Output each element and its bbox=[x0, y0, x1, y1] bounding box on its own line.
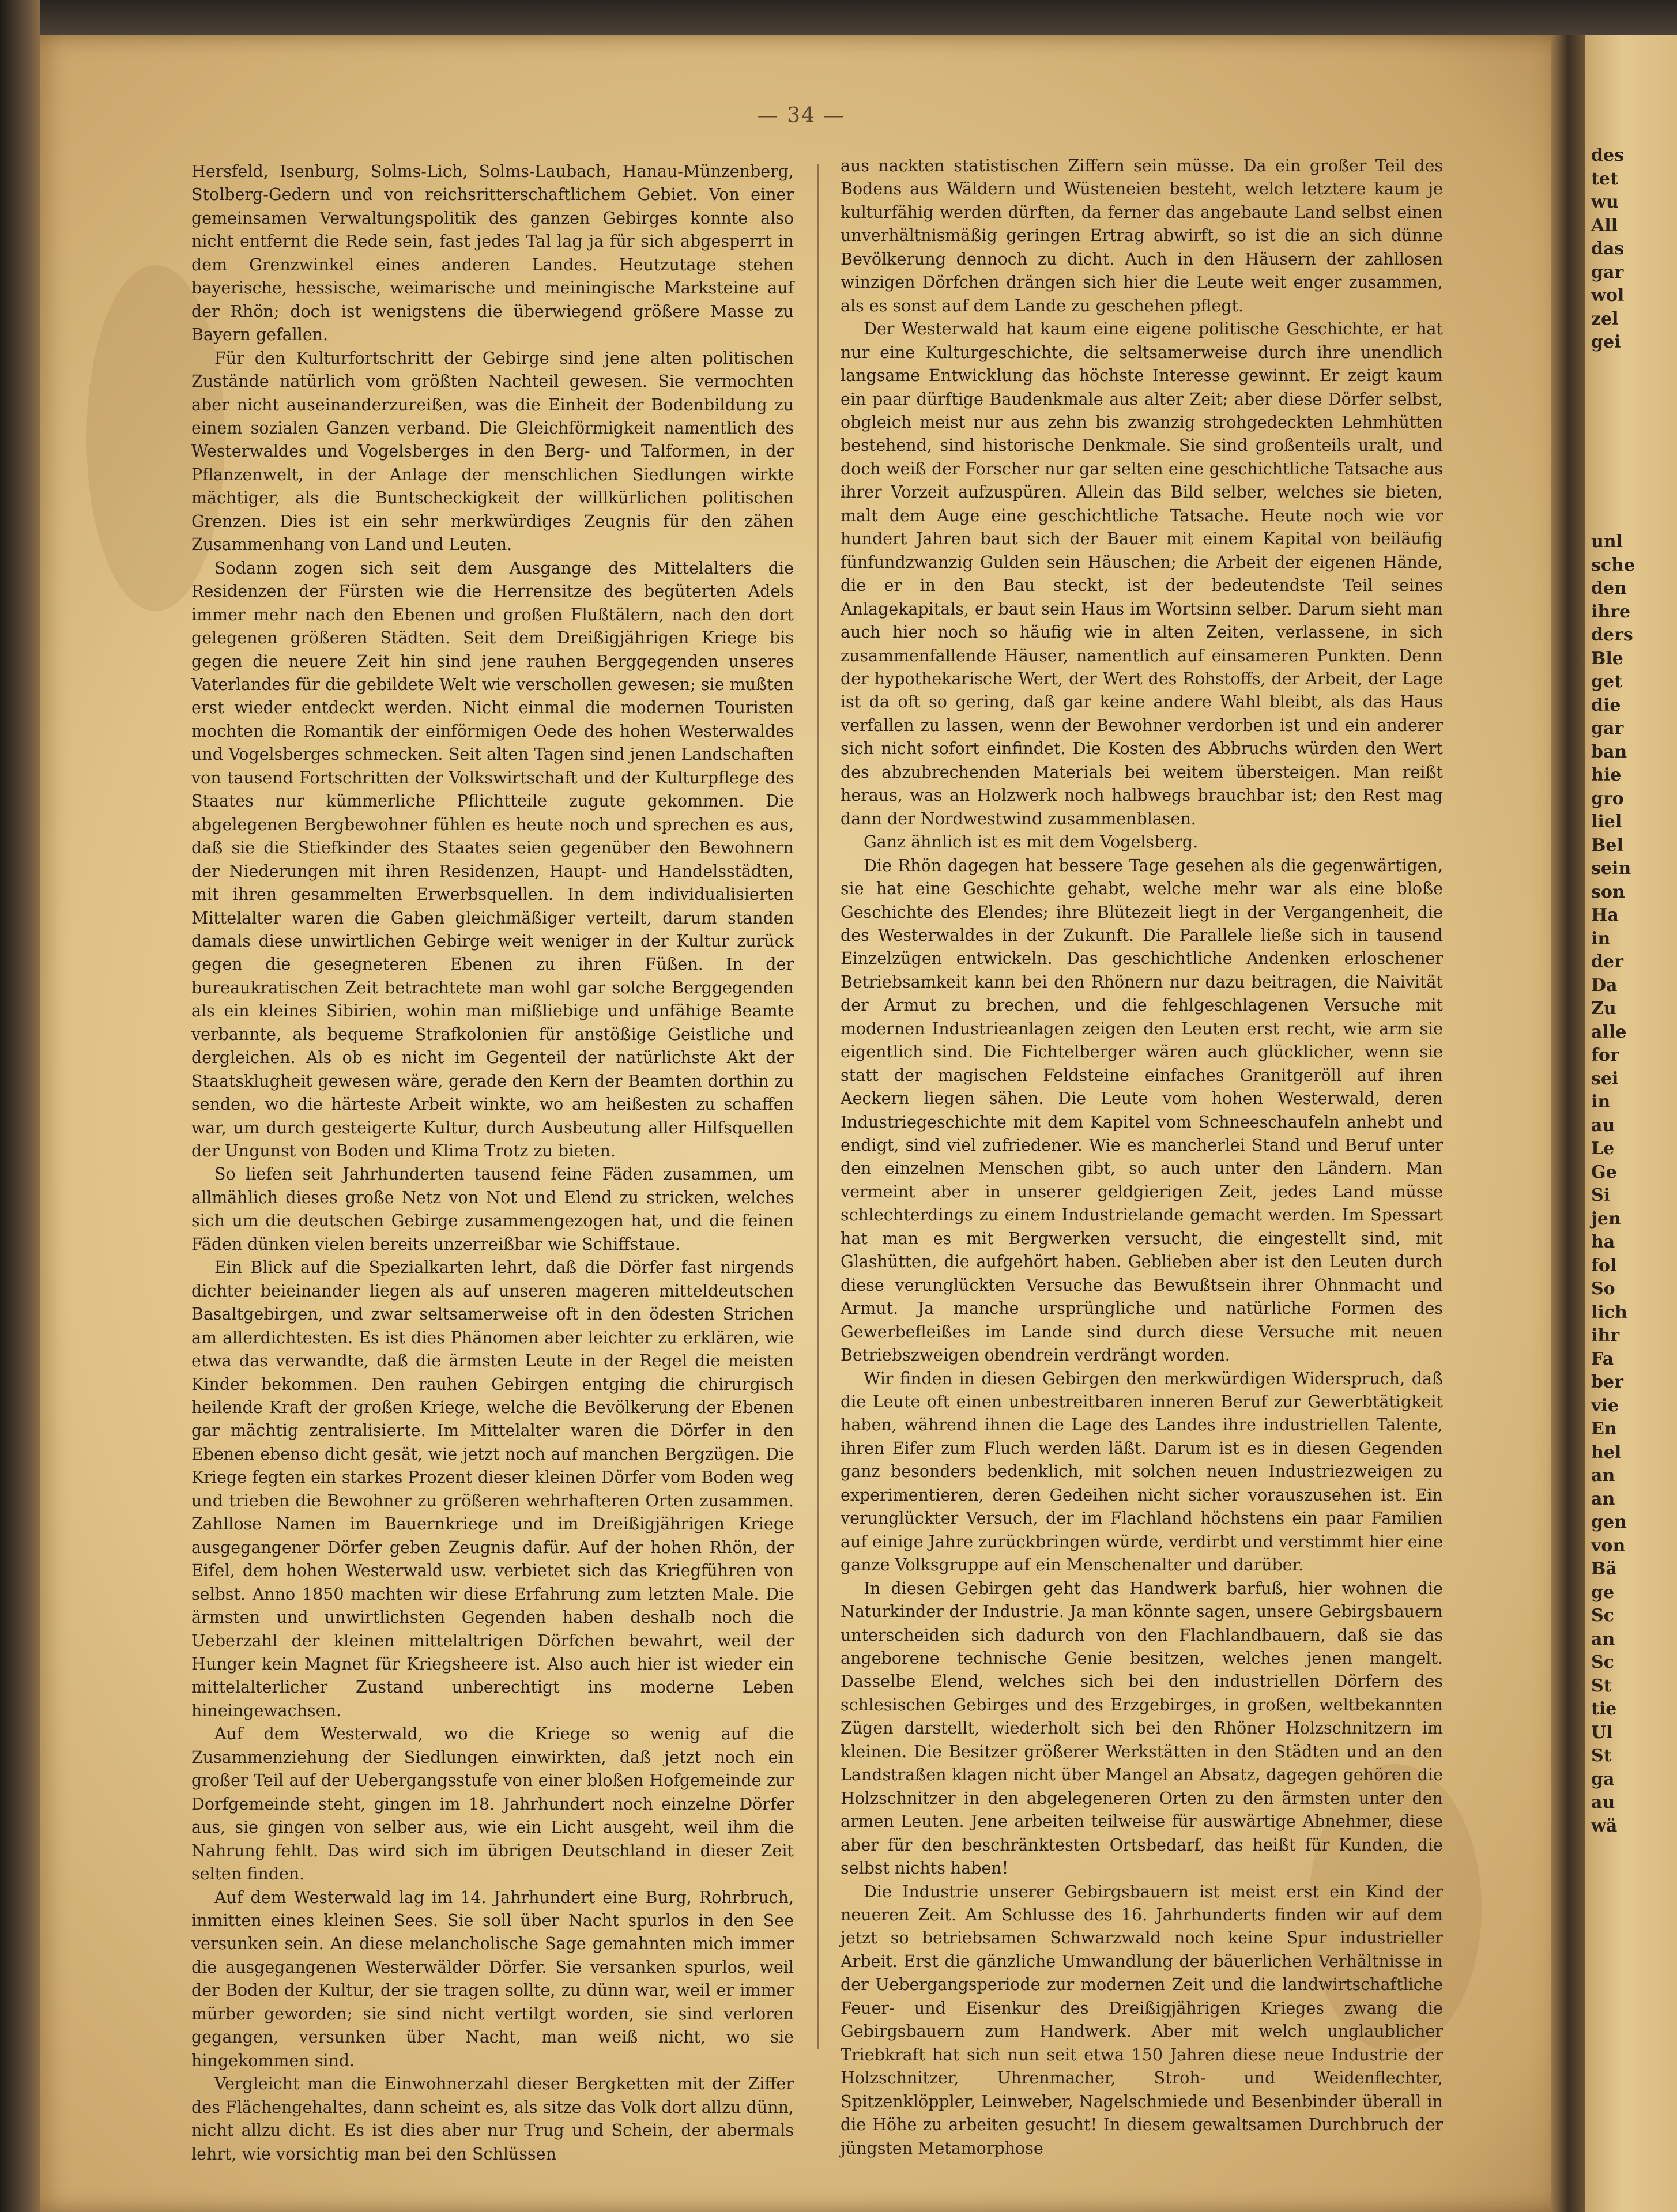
fragment-line: ban bbox=[1591, 741, 1627, 762]
fragment-line: Da bbox=[1591, 975, 1618, 996]
fragment-line: wol bbox=[1591, 285, 1625, 306]
fragment-line: Fa bbox=[1591, 1348, 1614, 1369]
fragment-line: So bbox=[1591, 1279, 1615, 1299]
fragment-line: au bbox=[1591, 1792, 1615, 1812]
fragment-line: gen bbox=[1591, 1512, 1627, 1532]
fragment-line: Sc bbox=[1591, 1606, 1614, 1626]
fragment-line: get bbox=[1591, 672, 1622, 692]
facing-page-fragment bbox=[1591, 530, 1677, 1838]
top-shadow bbox=[0, 0, 1677, 35]
paragraph: aus nackten statistischen Ziffern sein müsse. Da ein großer Teil des Bodens aus Wäldern und Wüsteneien besteht, welch letztere kaum je kulturfähig werden dürften, da ferner das angebaute Land selbst einen unverhältnismäßig geringen Ertrag abwirft, so ist die an sich dünne Bevölkerung dennoch zu dicht. Auch in den Häusern der zahllosen winzigen Dörfchen drängen sich hier die Leute weit enger zusammen, als es sonst auf dem Lande zu geschehen pflegt. bbox=[841, 156, 1443, 315]
fragment-line: Sc bbox=[1591, 1652, 1614, 1672]
paragraph: Ganz ähnlich ist es mit dem Vogelsberg. bbox=[864, 832, 1199, 852]
paragraph: Der Westerwald hat kaum eine eigene politische Geschichte, er hat nur eine Kulturgeschichte, die seltsamerweise durch ihre unendlich langsame Entwicklung das höchste Interesse gewinnt. Er zeigt kaum ein paar dürftige Baudenkmale aus alter Zeit; aber diese Dörfer selbst, obgleich meist nur aus zehn bis zwanzig strohgedeckten Lehmhütten bestehend, sind historische Denkmale. Sie sind großenteils uralt, und doch weiß der Forscher nur gar selten eine geschichtliche Tatsache aus ihrer Vorzeit aufzuspüren. Allein das Bild selber, welches sie bieten, malt dem Auge eine geschichtliche Tatsache. Heute noch wie vor hundert Jahren baut sich der Bauer mit einem Kapital von beiläufig fünfundzwanzig Gulden sein Häuschen; die Arbeit der eigenen Hände, die er in den Bau steckt, ist der bedeutendste Teil seines Anlagekapitals, er baut sein Haus im Wortsinn selber. Darum sieht man auch hier noch so häufig wie in alten Zeiten, verlassene, in sich zusammenfallende Häuser, namentlich auf einsameren Punkten. Denn der hypothekarische Wert, der Wert des Rohstoffs, der Arbeit, der Lage ist da oft so gering, daß gar keine andere Wahl bleibt, als das Haus verfallen zu lassen, wenn der Bewohner verdorben ist und ein anderer sich nicht sofort einfindet. Die Kosten des Abbruchs würden den Wert des abzubrechenden Materials bei weitem übersteigen. Man reißt heraus, was an Holzwerk noch halbwegs brauchbar ist; den Rest mag dann der Nordwestwind zusammenblasen. bbox=[841, 319, 1443, 828]
fragment-line: hie bbox=[1591, 765, 1622, 785]
fragment-line: ga bbox=[1591, 1769, 1615, 1789]
fragment-line: alle bbox=[1591, 1022, 1627, 1042]
fragment-line: wä bbox=[1591, 1815, 1618, 1836]
fragment-line: ha bbox=[1591, 1232, 1615, 1252]
fragment-line: gei bbox=[1591, 332, 1621, 352]
fragment-line: Ge bbox=[1591, 1162, 1617, 1182]
fragment-line: von bbox=[1591, 1535, 1626, 1556]
fragment-line: ihre bbox=[1591, 601, 1631, 622]
paragraph: Sodann zogen sich seit dem Ausgange des Mittelalters die Residenzen der Fürsten wie die Herrensitze des begüterten Adels immer mehr nach den Ebenen und großen Flußtälern, nach den dort gelegenen größeren Städten. Seit dem Dreißigjährigen Kriege bis gegen die neuere Zeit hin sind jene rauhen Berggegenden unseres Vaterlandes für die gebildete Welt wie verschollen gewesen; sie mußten erst wieder entdeckt werden. Nicht einmal die modernen Touristen mochten die Romantik der einförmigen Oede des hohen Westerwaldes und Vogelsberges schmecken. Seit alten Tagen sind jenen Landschaften von tausend Fortschritten der Volkswirtschaft und der Kulturpflege des Staates nur kümmerliche Pflichtteile zugute gekommen. Die abgelegenen Bergbewohner fühlen es heute noch und sprechen es aus, daß sie die Stiefkinder des Staates seien gegenüber den Bewohnern der Niederungen mit ihren Residenzen, Haupt- und Handelsstädten, mit ihren gesammelten Erwerbsquellen. In dem individualisierten Mittelalter waren die Gaben gleichmäßiger verteilt, darum standen damals diese unwirtlichen Gebirge weit weniger in der Kultur zurück gegen die gesegneteren Ebenen zu ihren Füßen. In der bureaukratischen Zeit betrachtete man wohl gar solche Berggegenden als ein kleines Sibirien, wohin man mißliebige und unfähige Beamte verbannte, als bequeme Strafkolonien für anstößige Geistliche und dergleichen. Als ob es nicht im Gegenteil der natürlichste Akt der Staatsklugheit gewesen wäre, gerade den Kern der Beamten dorthin zu senden, wo die härteste Arbeit winkte, wo am heißesten zu schaffen war, um durch gesteigerte Kultur, durch Ausbeutung aller Hilfsquellen der Ungunst von Boden und Klima Trotz zu bieten. bbox=[191, 558, 794, 1161]
fragment-line: Bä bbox=[1591, 1559, 1617, 1579]
fragment-line: Bel bbox=[1591, 835, 1623, 856]
fragment-line: sche bbox=[1591, 555, 1635, 575]
fragment-line: St bbox=[1591, 1675, 1612, 1696]
paragraph: In diesen Gebirgen geht das Handwerk barfuß, hier wohnen die Naturkinder der Industrie. Ja man könnte sagen, unsere Gebirgsbauern unterscheiden sich dadurch von den Flachlandbauern, daß sie das angeborene technische Genie besitzen, welches jenen mangelt. Dasselbe Elend, welches sich bei den industriellen Dörfern des schlesischen Gebirges und des Erzgebirges, in großen, weltbekannten Zügen darstellt, wiederholt sich bei den Rhöner Holzschnitzern im kleinen. Die Besitzer größerer Werkstätten in den Städten und an den Landstraßen klagen nicht über Mangel an Absatz, dagegen gehören die Holzschnitzer in den abgelegeneren Orten zu den ärmsten unter den armen Leuten. Jene arbeiten teilweise für auswärtige Abnehmer, diese aber für den beschränktesten Ortsbedarf, das heißt für Kunden, die selbst nichts haben! bbox=[841, 1578, 1443, 1878]
fragment-line: in bbox=[1591, 1092, 1611, 1112]
fragment-line: hel bbox=[1591, 1442, 1622, 1463]
facing-page-edge bbox=[1585, 35, 1677, 2212]
fragment-line: for bbox=[1591, 1045, 1619, 1065]
fragment-line: zel bbox=[1591, 308, 1619, 329]
fragment-line: En bbox=[1591, 1419, 1617, 1439]
paragraph: Auf dem Westerwald, wo die Kriege so wenig auf die Zusammenziehung der Siedlungen einwirkten, daß jetzt noch ein großer Teil auf der Uebergangsstufe von einer bloßen Hofgemeinde zur Dorfgemeinde steht, gingen im 18. Jahrhundert noch einzelne Dörfer aus, sie gingen von selber aus, wie ein Licht ausgeht, weil ihm die Nahrung fehlt. Das wird sich im übrigen Deutschland in dieser Zeit selten finden. bbox=[191, 1724, 794, 1884]
fragment-line: an bbox=[1591, 1465, 1615, 1486]
paragraph: Für den Kulturfortschritt der Gebirge sind jene alten politischen Zustände natürlich vom größten Nachteil gewesen. Sie vermochten aber nicht auseinanderzureißen, was die Einheit der Bodenbildung zu einem sozialen Ganzen verband. Die Gleichförmigkeit namentlich des Westerwaldes und Vogelsberges in den Berg- und Talformen, in der Pflanzenwelt, in der Anlage der menschlichen Siedlungen wirkte mächtiger, als die Buntscheckigkeit der willkürlichen politischen Grenzen. Dies ist ein sehr merkwürdiges Zeugnis für den zähen Zusammenhang von Land und Leuten. bbox=[191, 348, 794, 555]
fragment-line: die bbox=[1591, 695, 1621, 715]
column-divider bbox=[817, 164, 819, 2049]
fragment-line: ber bbox=[1591, 1372, 1623, 1392]
book-gutter bbox=[1551, 35, 1585, 2212]
fragment-line: des bbox=[1591, 145, 1624, 165]
fragment-line: vie bbox=[1591, 1395, 1619, 1416]
fragment-line: tie bbox=[1591, 1699, 1617, 1719]
fragment-line: unl bbox=[1591, 532, 1623, 552]
fragment-line: Zu bbox=[1591, 998, 1616, 1019]
fragment-line: ge bbox=[1591, 1582, 1615, 1603]
paragraph: Auf dem Westerwald lag im 14. Jahrhundert eine Burg, Rohrbruch, inmitten eines kleinen Sees. Sie soll über Nacht spurlos in den See versunken sein. An diese melancholische Sage gemahnten mich immer die ausgegangenen Westerwälder Dörfer. Sie versanken spurlos, weil der Boden der Kultur, der sie tragen sollte, zu dünn war, weil er immer mürber geworden; sie sind nicht vertilgt worden, sie sind verloren gegangen, versunken über Nacht, man weiß nicht, wo sie hingekommen sind. bbox=[191, 1887, 794, 2070]
fragment-line: au bbox=[1591, 1115, 1615, 1136]
paragraph: Vergleicht man die Einwohnerzahl dieser Bergketten mit der Ziffer des Flächengehaltes, dann scheint es, als sitze das Volk dort allzu dünn, nicht allzu dicht. Es ist dies aber nur Trug und Schein, der abermals lehrt, wie vorsichtig man bei den Schlüssen bbox=[191, 2074, 794, 2164]
fragment-line: an bbox=[1591, 1489, 1615, 1509]
fragment-line: St bbox=[1591, 1746, 1612, 1766]
fragment-line: der bbox=[1591, 952, 1623, 972]
fragment-line: gar bbox=[1591, 262, 1624, 282]
fragment-line: Ble bbox=[1591, 648, 1623, 669]
facing-page-fragment bbox=[1591, 144, 1677, 355]
fragment-line: das bbox=[1591, 239, 1625, 259]
right-text-column bbox=[841, 154, 1443, 2160]
paragraph: Die Industrie unserer Gebirgsbauern ist meist erst ein Kind der neueren Zeit. Am Schlusse des 16. Jahrhunderts finden wir auf dem jetzt so betriebsamen Schwarzwald noch keine Spur industrieller Arbeit. Erst die gänzliche Umwandlung der bäuerlichen Verhältnisse in der Uebergangsperiode zur modernen Zeit und die landwirtschaftliche Feuer- und Eisenkur des Dreißigjährigen Krieges zwang die Gebirgsbauern zum Handwerk. Aber mit welch unglaublicher Triebkraft hat sich nun seit etwa 150 Jahren diese neue Industrie der Holzschnitzer, Uhrenmacher, Stroh- und Weidenflechter, Spitzenklöppler, Leinweber, Nagelschmiede und Besenbinder überall in die Höhe zu arbeiten gesucht! In diesem gewaltsamen Durchbruch der jüngsten Metamorphose bbox=[841, 1882, 1443, 2158]
fragment-line: jen bbox=[1591, 1208, 1621, 1229]
book-spine bbox=[0, 0, 40, 2212]
fragment-line: in bbox=[1591, 928, 1611, 949]
fragment-line: tet bbox=[1591, 168, 1618, 189]
fragment-line: sei bbox=[1591, 1068, 1619, 1089]
fragment-line: gro bbox=[1591, 788, 1624, 809]
fragment-line: gar bbox=[1591, 718, 1624, 738]
paragraph: Wir finden in diesen Gebirgen den merkwürdigen Widerspruch, daß die Leute oft einen unbestreitbaren inneren Beruf zur Gewerbtätigkeit haben, während ihnen die Lage des Landes ihre industriellen Talente, ihren Eifer zum Fluch werden läßt. Darum ist es in diesen Gegenden ganz besonders bedenklich, mit solchen neuen Industriezweigen zu experimentieren, deren Gedeihen nicht sicher vorauszusehen ist. Ein verunglückter Versuch, der im Flachland höchstens ein paar Familien auf einige Jahre zurückbringen würde, verdirbt und verstimmt hier eine ganze Volksgruppe auf ein Menschenalter und darüber. bbox=[841, 1369, 1443, 1575]
fragment-line: ders bbox=[1591, 625, 1633, 645]
fragment-line: an bbox=[1591, 1629, 1615, 1649]
fragment-line: Le bbox=[1591, 1139, 1615, 1159]
paragraph: Die Rhön dagegen hat bessere Tage gesehen als die gegenwärtigen, sie hat eine Geschichte gehabt, welche mehr war als eine bloße Geschichte des Elendes; ihre Blütezeit liegt in der Vergangenheit, die des Westerwaldes in der Zukunft. Die Parallele ließe sich in tausend Einzelzügen entwickeln. Das geschichtliche Andenken erloschener Betriebsamkeit kann bei den Rhönern nur dazu beitragen, die Naivität der Armut zu brechen, und die fehlgeschlagenen Versuche mit modernen Industrieanlagen zeigen den Leuten erst recht, wie arm sie eigentlich sind. Die Fichtelberger wären auch glücklicher, wenn sie statt der magischen Feldsteine einfaches Granitgeröll auf ihren Aeckern liegen sähen. Die Leute vom hohen Westerwald, deren Industriegeschichte mit dem Kapitel vom Schneeschaufeln anhebt und endigt, sind viel zufriedener. Wie es mancherlei Stand und Beruf unter den einzelnen Menschen gibt, so auch unter den Ländern. Man vermeint aber in unserer geldgierigen Zeit, jedes Land müsse schlechterdings zu einem Industrielande gemacht werden. Im Spessart hat man es mit Bergwerken versucht, die eingestellt sind, mit Glashütten, die aufgehört haben. Geblieben aber ist den Leuten durch diese verunglückten Versuche das Bewußtsein ihrer Ohnmacht und Armut. Ja manche ursprüngliche und natürliche Formen des Gewerbefleißes im Lande sind durch diese Versuche mit neuen Betriebszweigen obendrein verdrängt worden. bbox=[841, 856, 1443, 1365]
fragment-line: den bbox=[1591, 578, 1627, 598]
fragment-line: liel bbox=[1591, 812, 1622, 832]
fragment-line: fol bbox=[1591, 1255, 1617, 1276]
fragment-line: All bbox=[1591, 215, 1618, 236]
paragraph: Ein Blick auf die Spezialkarten lehrt, daß die Dörfer fast nirgends dichter beieinander liegen als auf unseren mageren mitteldeutschen Basaltgebirgen, und zwar seltsamerweise oft in den ödesten Strichen am allerdichtesten. Es ist dies Phänomen aber leichter zu erklären, wie etwa das verwandte, daß die ärmsten Leute in der Regel die meisten Kinder bekommen. Den rauhen Gebirgen entging die chirurgisch heilende Kraft der großen Kriege, welche die Bevölkerung der Ebenen gar mächtig zentralisierte. Im Mittelalter waren die Dörfer in den Ebenen ebenso dicht gesät, wie jetzt noch auf manchen Bergzügen. Die Kriege fegten ein starkes Prozent dieser kleinen Dörfer vom Boden weg und trieben die Bewohner zu größeren wehrhafteren Orten zusammen. Zahllose Namen im Bauernkriege und im Dreißigjährigen Kriege ausgegangener Dörfer geben Zeugnis dafür. Auf der hohen Rhön, der Eifel, dem hohen Westerwald usw. verbietet sich das Kriegführen von selbst. Anno 1850 machten wir diese Erfahrung zum letzten Male. Die ärmsten und unwirtlichsten Gegenden haben deshalb noch die Ueberzahl der kleinen mittelaltrigen Dörfchen bewahrt, weil der Hunger kein Magnet für Kriegsheere ist. Also auch hier ist wieder ein mittelalterlicher Zustand unberechtigt ins moderne Leben hineingewachsen. bbox=[191, 1258, 794, 1720]
fragment-line: son bbox=[1591, 881, 1625, 902]
paragraph: Hersfeld, Isenburg, Solms-Lich, Solms-Laubach, Hanau-Münzenberg, Stolberg-Gedern und von reichsritterschaftlichem Gebiet. Von einer gemeinsamen Verwaltungspolitik des ganzen Gebirges konnte also nicht entfernt die Rede sein, fast jedes Tal lag ja für sich abgesperrt in dem Grenzwinkel eines anderen Landes. Heutzutage stehen bayerische, hessische, weimarische und meiningische Marksteine auf der Rhön; doch ist wenigstens die überwiegend größere Masse zu Bayern gefallen. bbox=[191, 162, 794, 345]
fragment-line: wu bbox=[1591, 192, 1619, 212]
paragraph: So liefen seit Jahrhunderten tausend feine Fäden zusammen, um allmählich dieses große Netz von Not und Elend zu stricken, welches sich um die deutschen Gebirge zusammengezogen hat, und die feinen Fäden dünken vielen bereits unzerreißbar wie Schiffstaue. bbox=[191, 1165, 794, 1254]
fragment-line: sein bbox=[1591, 858, 1631, 879]
fragment-line: Ul bbox=[1591, 1722, 1613, 1743]
fragment-line: lich bbox=[1591, 1302, 1627, 1322]
left-text-column bbox=[191, 160, 794, 2166]
fragment-line: Si bbox=[1591, 1185, 1611, 1205]
page-number: — 34 — bbox=[757, 104, 846, 127]
fragment-line: ihr bbox=[1591, 1325, 1620, 1346]
fragment-line: Ha bbox=[1591, 905, 1619, 925]
